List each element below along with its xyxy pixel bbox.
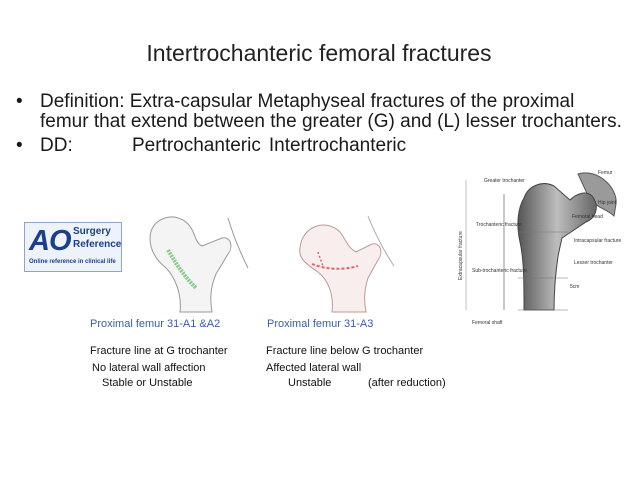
femur-illustration-a3 <box>288 208 398 313</box>
label-greater-trochanter: Greater trochanter <box>484 178 525 184</box>
femur-illustration-a1-a2 <box>130 208 250 313</box>
note-a3-line4: (after reduction) <box>368 377 446 389</box>
label-hip-joint: Hip joint <box>598 200 617 206</box>
label-subtrochanteric-fracture: Sub-trochanteric fracture <box>472 268 528 274</box>
bullet-marker: • <box>16 135 23 156</box>
note-a1-line1: Fracture line at G trochanter <box>90 345 228 357</box>
logo-line1: Surgery <box>73 226 111 237</box>
bullet-dd <box>14 136 624 156</box>
logo-tagline: Online reference in clinical life <box>29 259 116 265</box>
dd-term-intertrochanteric: Intertrochanteric <box>268 135 407 156</box>
slide-title: Intertrochanteric femoral fractures <box>146 40 492 66</box>
label-extracapsular-fracture: Extracapsular fracture <box>458 231 464 280</box>
dd-term-pertrochanteric: Pertrochanteric <box>132 135 261 156</box>
label-femoral-shaft: Femoral shaft <box>472 320 503 326</box>
logo-line2: Reference <box>73 239 122 250</box>
logo-ao: AO <box>29 225 71 257</box>
ao-surgery-reference-logo <box>24 222 122 272</box>
label-femur: Femur <box>598 170 613 176</box>
caption-31-a1-a2: Proximal femur 31-A1 &A2 <box>90 318 221 330</box>
caption-31-a3: Proximal femur 31-A3 <box>267 318 374 330</box>
note-a3-line1: Fracture line below G trochanter <box>266 345 424 357</box>
dd-label: DD: <box>40 135 73 156</box>
note-a1-line3: Stable or Unstable <box>102 377 193 389</box>
bullet-definition <box>14 92 624 132</box>
note-a1-line2: No lateral wall affection <box>92 362 206 374</box>
note-a3-line2: Affected lateral wall <box>266 362 362 374</box>
label-intracapsular-fracture: Intracapsular fracture <box>574 238 622 244</box>
femur-anatomy-diagram <box>458 160 628 340</box>
bullet-marker: • <box>16 91 23 112</box>
note-a3-line3: Unstable <box>288 377 332 389</box>
bullet-list <box>14 92 624 160</box>
label-femoral-head: Femoral head <box>572 214 603 220</box>
label-5cm: 5cm <box>570 284 580 290</box>
label-lesser-trochanter: Lesser trochanter <box>574 260 613 266</box>
label-trochanteric-fracture: Trochanteric fracture <box>476 222 522 228</box>
definition-text: Definition: Extra-capsular Metaphyseal fractures of the proximal femur that extend between the greater (G) and (L) lesser trochanters. <box>40 91 622 132</box>
